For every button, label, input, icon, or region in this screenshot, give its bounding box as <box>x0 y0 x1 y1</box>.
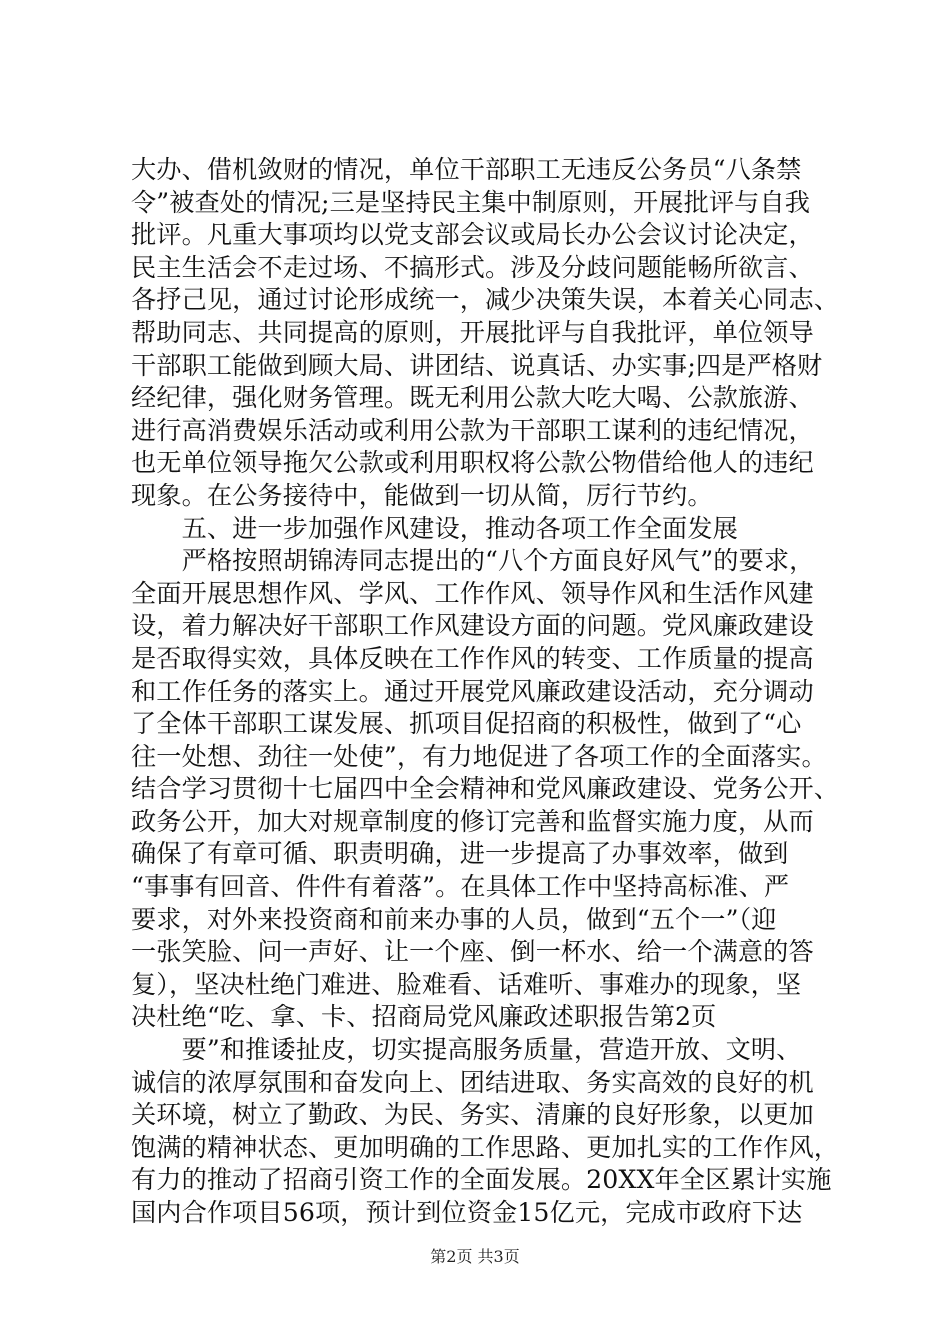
text-line: 有力的推动了招商引资工作的全面发展。20XX年全区累计实施 <box>131 1165 832 1195</box>
text-line: 大办、借机敛财的情况，单位干部职工无违反公务员“八条禁 <box>131 155 802 184</box>
text-line: 要”和推诿扯皮，切实提高服务质量，营造开放、文明、 <box>131 1035 802 1065</box>
page-number: 第2页 共3页 <box>430 1247 520 1266</box>
text-line: 干部职工能做到顾大局、讲团结、说真话、办实事;四是严格财 <box>131 350 823 380</box>
text-line: 和工作任务的落实上。通过开展党风廉政建设活动，充分调动 <box>131 676 814 706</box>
text-line: 令”被查处的情况;三是坚持民主集中制原则，开展批评与自我 <box>131 187 811 217</box>
text-line: 结合学习贯彻十七届四中全会精神和党风廉政建设、党务公开、 <box>131 774 840 804</box>
text-line: 确保了有章可循、职责明确，进一步提高了办事效率，做到 <box>131 839 789 869</box>
text-line: 诚信的浓厚氛围和奋发向上、团结进取、务实高效的良好的机 <box>131 1067 814 1097</box>
text-line: 关环境，树立了勤政、为民、务实、清廉的良好形象，以更加 <box>131 1100 814 1130</box>
text-line: 批评。凡重大事项均以党支部会议或局长办公会议讨论决定， <box>131 220 814 250</box>
text-line: 是否取得实效，具体反映在工作作风的转变、工作质量的提高 <box>131 643 814 673</box>
text-line: 全面开展思想作风、学风、工作作风、领导作风和生活作风建 <box>131 578 814 608</box>
text-line: 设，着力解决好干部职工作风建设方面的问题。党风廉政建设 <box>131 611 814 641</box>
text-line: 进行高消费娱乐活动或利用公款为干部职工谋利的违纪情况， <box>131 415 814 445</box>
text-line: 国内合作项目56项，预计到位资金15亿元，完成市政府下达 <box>131 1198 803 1227</box>
text-line: “事事有回音、件件有着落”。在具体工作中坚持高标准、严 <box>131 872 790 902</box>
text-line: 帮助同志、共同提高的原则，开展批评与自我批评，单位领导 <box>131 317 814 347</box>
text-line: 了全体干部职工谋发展、抓项目促招商的积极性，做到了“心 <box>131 709 802 739</box>
section-heading: 五、进一步加强作风建设，推动各项工作全面发展 <box>131 513 738 543</box>
text-line: 政务公开，加大对规章制度的修订完善和监督实施力度，从而 <box>131 806 814 836</box>
text-line: 饱满的精神状态、更加明确的工作思路、更加扎实的工作作风， <box>131 1132 840 1162</box>
page-footer <box>0 1247 950 1267</box>
document-body <box>131 154 840 1230</box>
text-line: 民主生活会不走过场、不搞形式。涉及分歧问题能畅所欲言、 <box>131 252 814 282</box>
text-line: 复），坚决杜绝门难进、脸难看、话难听、事难办的现象，坚 <box>131 969 802 999</box>
text-line: 往一处想、劲往一处使”，有力地促进了各项工作的全面落实。 <box>131 741 827 771</box>
text-line: 一张笑脸、问一声好、让一个座、倒一杯水、给一个满意的答 <box>131 937 814 967</box>
text-line: 经纪律，强化财务管理。既无利用公款大吃大喝、公款旅游、 <box>131 383 814 413</box>
text-line: 现象。在公务接待中，能做到一切从简，厉行节约。 <box>131 480 713 510</box>
text-line: 各抒己见，通过讨论形成统一，减少决策失误，本着关心同志、 <box>131 285 840 315</box>
text-line: 要求，对外来投资商和前来办事的人员，做到“五个一”（迎 <box>131 904 777 934</box>
text-line: 也无单位领导拖欠公款或利用职权将公款公物借给他人的违纪 <box>131 448 814 478</box>
text-line: 决杜绝“吃、拿、卡、招商局党风廉政述职报告第2页 <box>131 1002 717 1032</box>
text-line: 严格按照胡锦涛同志提出的“八个方面良好风气”的要求， <box>131 546 815 576</box>
